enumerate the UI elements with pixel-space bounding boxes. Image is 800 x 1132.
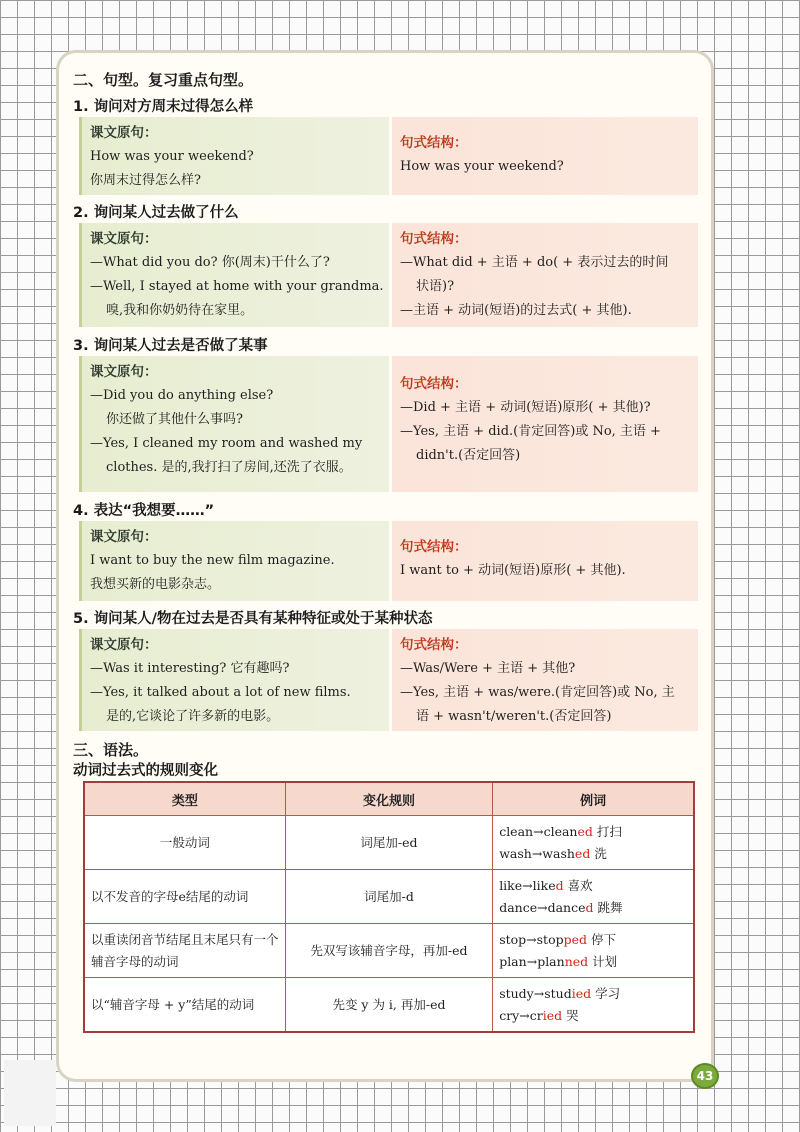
item-5-heading: 5. 询问某人/物在过去是否具有某种特征或处于某种状态 [73, 611, 433, 627]
structure-line: How was your weekend? [400, 159, 564, 174]
rule-cell: 词尾加-ed [285, 816, 492, 870]
original-line: 你还做了其他什么事吗? [106, 412, 243, 427]
structure-line: —Did + 主语 + 动词(短语)原形( + 其他)? [400, 400, 651, 415]
structure-line: —Yes, 主语 + was/were.(肯定回答)或 No, 主 [400, 685, 675, 700]
original-line: —Did you do anything else? [90, 388, 274, 403]
original-line: —What did you do? 你(周末)干什么了? [90, 255, 330, 270]
examples-cell [493, 978, 694, 1033]
structure-label: 句式结构： [400, 135, 468, 151]
original-label: 课文原句： [90, 125, 158, 141]
rule-cell: 先变 y 为 i, 再加-ed [285, 978, 492, 1033]
original-line: —Yes, I cleaned my room and washed my [90, 436, 363, 451]
item-3-heading: 3. 询问某人过去是否做了某事 [73, 338, 268, 354]
example-word: dance→danced 跳舞 [499, 899, 623, 915]
structure-line: 状语)? [416, 279, 455, 294]
examples-cell [493, 870, 694, 924]
section-3-title: 三、语法。 [73, 741, 149, 759]
example-word: like→liked 喜欢 [499, 877, 593, 893]
example-word: plan→planned 计划 [499, 953, 618, 969]
original-line: I want to buy the new film magazine. [90, 553, 335, 568]
item-4-structure-box [392, 521, 698, 601]
item-1-original-box [79, 117, 389, 195]
example-word: clean→cleaned 打扫 [499, 823, 622, 839]
column-header: 例词 [493, 782, 694, 816]
column-header: 类型 [84, 782, 285, 816]
structure-line: —主语 + 动词(短语)的过去式( + 其他). [400, 303, 632, 318]
grammar-subtitle: 动词过去式的规则变化 [73, 763, 218, 779]
item-2-structure-box [392, 223, 698, 327]
structure-label: 句式结构： [400, 376, 468, 392]
structure-label: 句式结构： [400, 231, 468, 247]
structure-line: —What did + 主语 + do( + 表示过去的时间 [400, 255, 669, 270]
table-row [84, 870, 694, 924]
item-3-original-box [79, 356, 389, 492]
item-5-original-box [79, 629, 389, 731]
structure-line: —Yes, 主语 + did.(肯定回答)或 No, 主语 + [400, 424, 661, 439]
original-line: 我想买新的电影杂志。 [90, 577, 221, 592]
original-line: 是的,它谈论了许多新的电影。 [106, 709, 280, 724]
examples-cell [493, 816, 694, 870]
column-header: 变化规则 [285, 782, 492, 816]
grammar-table [83, 781, 695, 1033]
type-cell: 以不发音的字母e结尾的动词 [84, 870, 285, 924]
original-line: —Well, I stayed at home with your grandma. [90, 279, 384, 294]
scanner-watermark [4, 1060, 56, 1126]
original-line: 嗅,我和你奶奶待在家里。 [106, 303, 254, 318]
example-word: cry→cried 哭 [499, 1007, 579, 1023]
original-label: 课文原句： [90, 529, 158, 545]
original-line: How was your weekend? [90, 149, 254, 164]
structure-line: I want to + 动词(短语)原形( + 其他). [400, 563, 626, 578]
rule-cell: 先双写该辅音字母，再加-ed [285, 924, 492, 978]
structure-line: didn't.(否定回答) [416, 448, 521, 463]
page-number: 43 [691, 1063, 719, 1089]
table-row [84, 816, 694, 870]
table-row [84, 924, 694, 978]
table-row [84, 978, 694, 1033]
item-4-original-box [79, 521, 389, 601]
item-4-heading: 4. 表达“我想要……” [73, 503, 215, 519]
table-header-row [84, 782, 694, 816]
original-line: —Was it interesting? 它有趣吗? [90, 661, 290, 676]
original-line: 你周末过得怎么样? [90, 173, 201, 188]
example-word: wash→washed 洗 [499, 845, 607, 861]
item-3-structure-box [392, 356, 698, 492]
type-cell: 以“辅音字母 + y”结尾的动词 [84, 978, 285, 1033]
original-line: —Yes, it talked about a lot of new films. [90, 685, 351, 700]
item-1-structure-box [392, 117, 698, 195]
structure-line: —Was/Were + 主语 + 其他? [400, 661, 576, 676]
structure-line: 语 + wasn't/weren't.(否定回答) [416, 709, 612, 724]
rule-cell: 词尾加-d [285, 870, 492, 924]
item-5-structure-box [392, 629, 698, 731]
type-cell: 以重读闭音节结尾且末尾只有一个辅音字母的动词 [84, 924, 285, 978]
type-cell: 一般动词 [84, 816, 285, 870]
original-label: 课文原句： [90, 364, 158, 380]
example-word: stop→stopped 停下 [499, 931, 617, 947]
structure-label: 句式结构： [400, 637, 468, 653]
examples-cell [493, 924, 694, 978]
item-2-original-box [79, 223, 389, 327]
structure-label: 句式结构： [400, 539, 468, 555]
section-2-title: 二、句型。复习重点句型。 [73, 71, 254, 89]
original-line: clothes. 是的,我打扫了房间,还洗了衣服。 [106, 460, 352, 475]
page-panel [56, 50, 714, 1082]
original-label: 课文原句： [90, 637, 158, 653]
item-2-heading: 2. 询问某人过去做了什么 [73, 205, 239, 221]
original-label: 课文原句： [90, 231, 158, 247]
example-word: study→studied 学习 [499, 985, 621, 1001]
item-1-heading: 1. 询问对方周末过得怎么样 [73, 99, 254, 115]
